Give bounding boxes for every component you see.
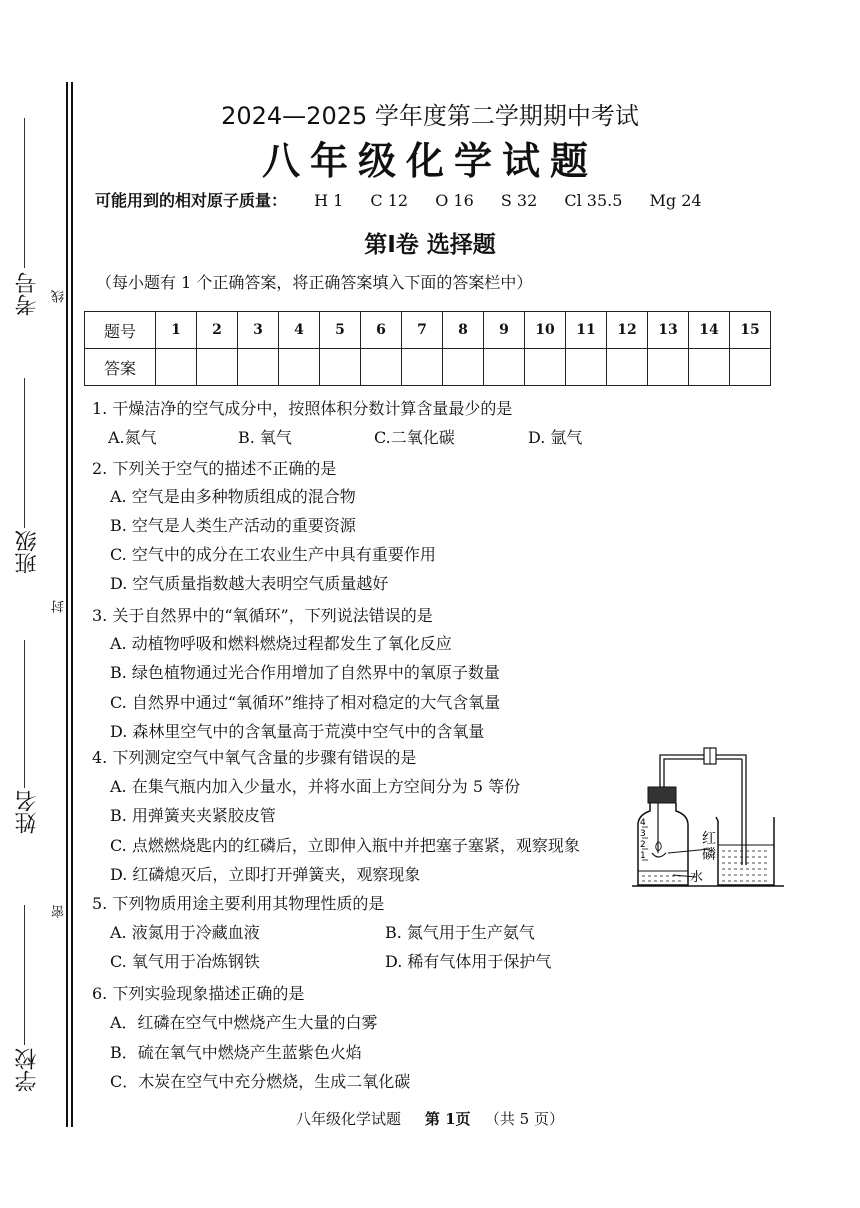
question-number-cell: 10 [525, 312, 566, 349]
oxygen-measurement-apparatus [628, 745, 788, 890]
atomic-mass-c: C 12 [370, 191, 409, 210]
page-footer [0, 1108, 860, 1129]
exam-year-title: 2024—2025 学年度第二学期期中考试 [221, 102, 639, 130]
answer-row-header: 答案 [85, 349, 156, 386]
seal-text-secret: 密 [52, 905, 67, 918]
class-blank [24, 378, 25, 528]
answer-cell[interactable] [689, 349, 730, 386]
exam-subject-title: 八年级化学试题 [261, 139, 598, 183]
question-2-option-d: D. 空气质量指数越大表明空气质量越好 [110, 574, 389, 593]
atomic-mass-line [95, 188, 702, 211]
question-5-option-d: D. 稀有气体用于保护气 [385, 952, 552, 971]
question-5-stem: 5. 下列物质用途主要利用其物理性质的是 [92, 894, 385, 913]
answer-cell[interactable] [484, 349, 525, 386]
atomic-mass-cl: Cl 35.5 [564, 191, 623, 210]
question-5-option-a: A. 液氮用于冷藏血液 [110, 923, 260, 942]
atomic-mass-mg: Mg 24 [649, 191, 702, 210]
question-number-cell: 9 [484, 312, 525, 349]
question-2-option-c: C. 空气中的成分在工农业生产中具有重要作用 [110, 545, 436, 564]
question-number-cell: 15 [730, 312, 771, 349]
number-row-header: 题号 [85, 312, 156, 349]
scale-mark-1: 1 [640, 851, 646, 861]
question-4-option-c: C. 点燃燃烧匙内的红磷后，立即伸入瓶中并把塞子塞紧，观察现象 [110, 836, 580, 855]
answer-cell[interactable] [730, 349, 771, 386]
answer-cell[interactable] [279, 349, 320, 386]
question-2-stem: 2. 下列关于空气的描述不正确的是 [92, 459, 337, 478]
footer-page-number: 第 1页 [424, 1110, 471, 1128]
question-3-option-a: A. 动植物呼吸和燃料燃烧过程都发生了氧化反应 [110, 634, 452, 653]
class-label: 班级 [15, 530, 40, 574]
footer-title: 八年级化学试题 [296, 1110, 402, 1128]
question-1-stem: 1. 干燥洁净的空气成分中，按照体积分数计算含量最少的是 [92, 399, 513, 418]
scale-mark-2: 2 [640, 840, 646, 850]
question-number-cell: 3 [238, 312, 279, 349]
question-6-stem: 6. 下列实验现象描述正确的是 [92, 984, 305, 1003]
answer-cell[interactable] [197, 349, 238, 386]
answer-cell[interactable] [361, 349, 402, 386]
scale-mark-4: 4 [640, 818, 646, 828]
question-number-cell: 12 [607, 312, 648, 349]
atomic-mass-h: H 1 [314, 191, 344, 210]
question-1-option-c: C.二氧化碳 [374, 428, 455, 447]
answer-cell[interactable] [320, 349, 361, 386]
question-number-cell: 7 [402, 312, 443, 349]
school-label: 学校 [15, 1048, 40, 1092]
question-1-option-d: D. 氩气 [528, 428, 583, 447]
question-number-cell: 5 [320, 312, 361, 349]
school-blank [24, 905, 25, 1045]
question-4-option-d: D. 红磷熄灭后，立即打开弹簧夹，观察现象 [110, 865, 421, 884]
question-number-cell: 2 [197, 312, 238, 349]
answer-cell[interactable] [566, 349, 607, 386]
question-number-cell: 11 [566, 312, 607, 349]
seal-text-seal: 封 [52, 600, 67, 613]
answer-cell[interactable] [238, 349, 279, 386]
question-number-cell: 8 [443, 312, 484, 349]
atomic-mass-o: O 16 [435, 191, 474, 210]
water-label: 水 [690, 870, 704, 885]
atomic-mass-s: S 32 [500, 191, 538, 210]
question-2-option-b: B. 空气是人类生产活动的重要资源 [110, 516, 356, 535]
question-number-cell: 14 [689, 312, 730, 349]
answer-cell[interactable] [648, 349, 689, 386]
question-number-cell: 6 [361, 312, 402, 349]
footer-total-pages: （共 5 页） [484, 1110, 564, 1128]
answer-cell[interactable] [607, 349, 648, 386]
question-2-option-a: A. 空气是由多种物质组成的混合物 [110, 487, 356, 506]
exam-number-label: 考号 [15, 272, 40, 316]
answer-cell[interactable] [156, 349, 197, 386]
name-blank [24, 640, 25, 788]
question-5-option-b: B. 氮气用于生产氨气 [385, 923, 535, 942]
question-number-cell: 4 [279, 312, 320, 349]
question-4-stem: 4. 下列测定空气中氧气含量的步骤有错误的是 [92, 748, 417, 767]
answer-cell[interactable] [525, 349, 566, 386]
answer-table-answer-row [85, 349, 771, 386]
section-title: 第Ⅰ卷 选择题 [364, 232, 496, 258]
question-number-cell: 1 [156, 312, 197, 349]
question-1-option-b: B. 氧气 [238, 428, 292, 447]
phosphorus-label: 红 磷 [702, 831, 716, 863]
question-1-option-a: A.氮气 [108, 428, 157, 447]
question-4-option-a: A. 在集气瓶内加入少量水，并将水面上方空间分为 5 等份 [110, 777, 521, 796]
question-3-option-d: D. 森林里空气中的含氧量高于荒漠中空气中的含氧量 [110, 722, 485, 741]
question-3-option-c: C. 自然界中通过“氧循环”维持了相对稳定的大气含氧量 [110, 693, 501, 712]
question-4-option-b: B. 用弹簧夹夹紧胶皮管 [110, 806, 276, 825]
section-instructions: （每小题有 1 个正确答案，将正确答案填入下面的答案栏中） [96, 273, 533, 292]
atomic-mass-label: 可能用到的相对原子质量： [95, 191, 288, 210]
question-5-option-c: C. 氧气用于冶炼钢铁 [110, 952, 260, 971]
question-3-option-b: B. 绿色植物通过光合作用增加了自然界中的氧原子数量 [110, 663, 500, 682]
answer-table-number-row [85, 312, 771, 349]
scale-mark-3: 3 [640, 829, 646, 839]
seal-text-line: 线 [52, 290, 67, 303]
question-3-stem: 3. 关于自然界中的“氧循环”，下列说法错误的是 [92, 606, 433, 625]
name-label: 姓名 [15, 790, 40, 834]
answer-table [84, 311, 771, 386]
answer-cell[interactable] [402, 349, 443, 386]
question-number-cell: 13 [648, 312, 689, 349]
question-6-option-c: C．木炭在空气中充分燃烧，生成二氧化碳 [110, 1072, 411, 1091]
answer-cell[interactable] [443, 349, 484, 386]
question-6-option-b: B．硫在氧气中燃烧产生蓝紫色火焰 [110, 1043, 362, 1062]
question-6-option-a: A．红磷在空气中燃烧产生大量的白雾 [110, 1013, 378, 1032]
